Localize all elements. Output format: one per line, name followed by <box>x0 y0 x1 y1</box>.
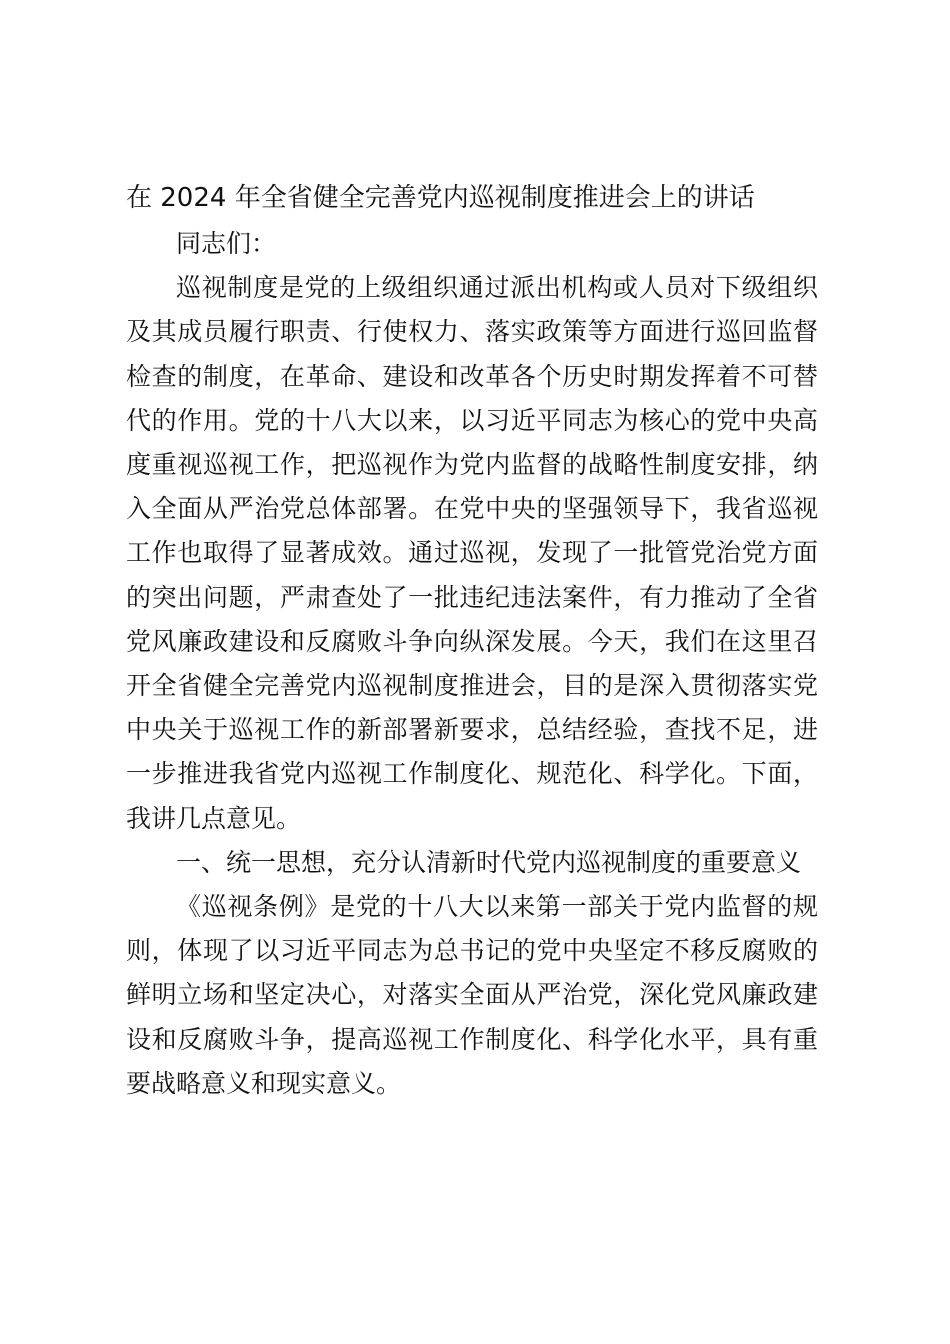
section-paragraph: 《巡视条例》是党的十八大以来第一部关于党内监督的规则，体现了以习近平同志为总书记的党中央坚定不移反腐败的鲜明立场和坚定决心，对落实全面从严治党，深化党风廉政建设和反腐败斗争，提高巡视工作制度化、科学化水平，具有重要战略意义和现实意义。 <box>126 892 818 1098</box>
section-heading: 一、统一思想，充分认清新时代党内巡视制度的重要意义 <box>176 847 802 877</box>
document-title: 在 2024 年全省健全完善党内巡视制度推进会上的讲话 <box>126 183 755 213</box>
document-body <box>126 222 818 1106</box>
salutation: 同志们： <box>176 229 277 258</box>
intro-paragraph: 巡视制度是党的上级组织通过派出机构或人员对下级组织及其成员履行职责、行使权力、落实政策等方面进行巡回监督检查的制度，在革命、建设和改革各个历史时期发挥着不可替代的作用。党的十八大以来，以习近平同志为核心的党中央高度重视巡视工作，把巡视作为党内监督的战略性制度安排，纳入全面从严治党总体部署。在党中央的坚强领导下，我省巡视工作也取得了显著成效。通过巡视，发现了一批管党治党方面的突出问题，严肃查处了一批违纪违法案件，有力推动了全省党风廉政建设和反腐败斗争向纵深发展。今天，我们在这里召开全省健全完善党内巡视制度推进会，目的是深入贯彻落实党中央关于巡视工作的新部署新要求，总结经验，查找不足，进一步推进我省党内巡视工作制度化、规范化、科学化。下面，我讲几点意见。 <box>126 273 818 833</box>
